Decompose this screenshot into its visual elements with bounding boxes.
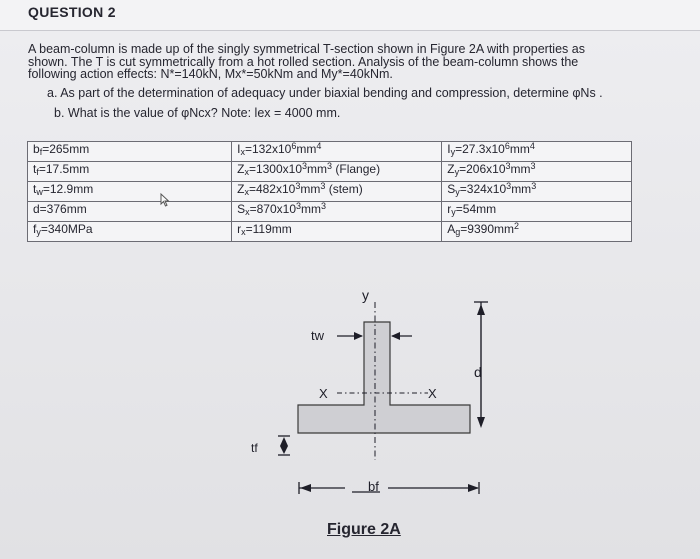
part-a: a. As part of the determination of adequacy under biaxial bending and compression, determine φNs . (47, 86, 603, 100)
property-value: $Z_x=482x10^3mm^3$ (stem) (237, 181, 363, 197)
property-value: $A_g=9390mm^2$ (447, 221, 520, 237)
bf-arrowhead-left (300, 484, 311, 492)
axial-force-value: N*=140kN, (160, 67, 225, 81)
property-value: $Z_y=206x10^3mm^3$ (447, 161, 536, 177)
moment-x-value: Mx*=50kNm and (224, 67, 321, 81)
x-axis-label-right: X (428, 386, 437, 401)
property-value: d=376mm (33, 202, 87, 216)
property-value: $Z_x=1300x10^3mm^3$ (Flange) (237, 161, 381, 177)
property-value: $I_y=27.3x10^6mm^4$ (447, 141, 535, 157)
property-value: $r_y=54mm$ (447, 202, 497, 217)
property-value: $S_y=324x10^3mm^3$ (447, 181, 537, 197)
problem-line-2: shown. The T is cut symmetrically from a hot rolled section. Analysis of the beam-column shows the (28, 54, 579, 69)
d-arrowhead-bottom (477, 417, 485, 428)
figure-caption: Figure 2A (327, 521, 401, 538)
tw-arrowhead-right (391, 332, 400, 340)
x-axis-label-left: X (319, 386, 328, 401)
d-label: d (474, 364, 482, 380)
property-value: $t_w=12.9mm$ (33, 182, 94, 197)
tw-arrowhead-left (354, 332, 363, 340)
bf-arrowhead-right (468, 484, 479, 492)
bf-label: bf (368, 479, 379, 494)
property-value: $b_f=265mm$ (33, 142, 90, 157)
problem-line-1: A beam-column is made up of the singly symmetrical T-section shown in Figure 2A with properties as (28, 42, 585, 56)
d-arrowhead-top (477, 304, 485, 315)
tw-label: tw (311, 328, 324, 343)
property-value: $I_x=132x10^6mm^4$ (237, 141, 322, 157)
property-value: $r_x=119mm$ (237, 222, 292, 237)
moment-y-value: My*=40kNm. (321, 67, 393, 81)
property-value: $t_f=17.5mm$ (33, 162, 90, 177)
question-title: QUESTION 2 (28, 4, 116, 20)
tf-label: tf (251, 441, 258, 455)
property-value: $S_x=870x10^3mm^3$ (237, 201, 327, 217)
part-b: b. What is the value of φNcx? Note: lex = 4000 mm. (54, 106, 341, 120)
action-effects-prefix: following action effects: (28, 67, 161, 81)
tf-arrowhead-bottom (280, 446, 288, 454)
y-axis-label: y (362, 287, 369, 303)
tf-arrowhead-top (280, 437, 288, 446)
property-value: $f_y=340MPa$ (33, 222, 93, 237)
